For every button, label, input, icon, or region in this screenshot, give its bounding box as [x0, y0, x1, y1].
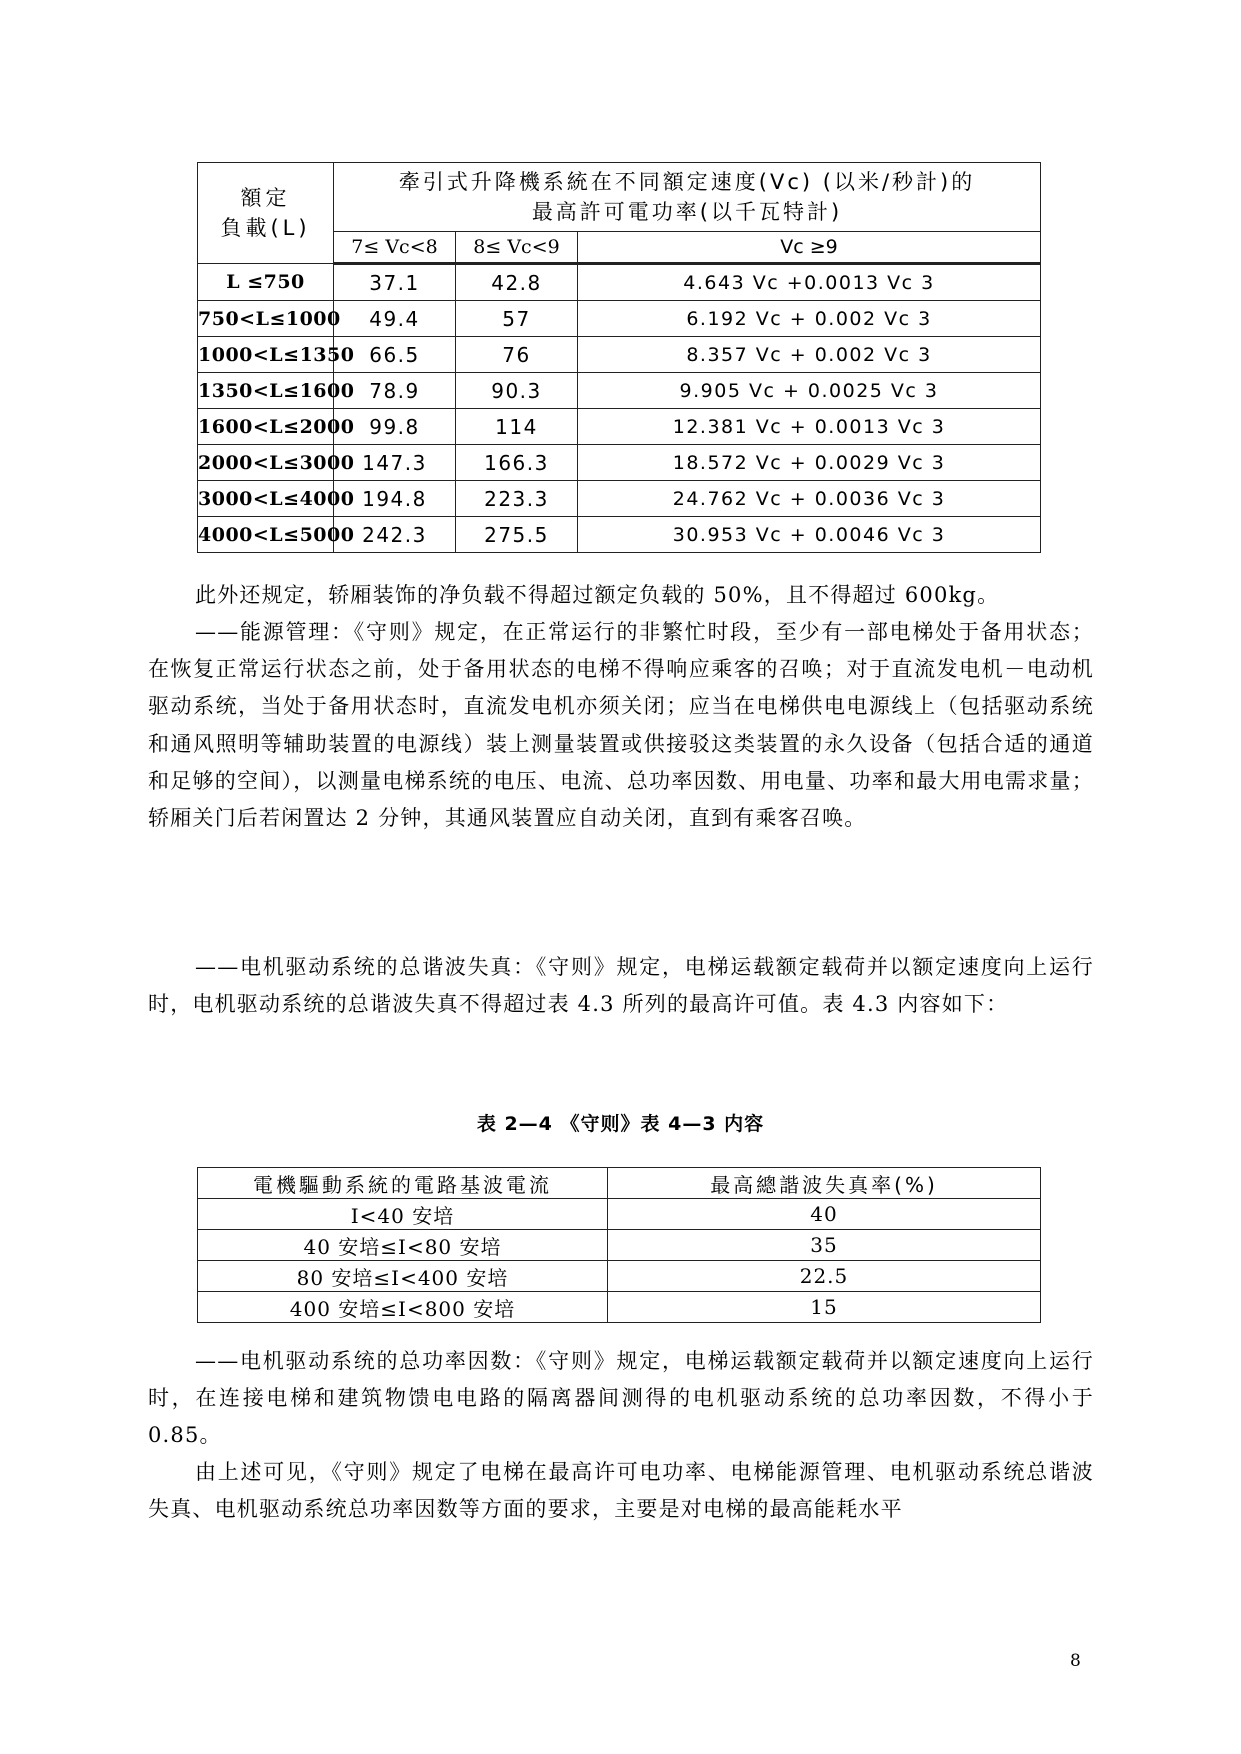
power-cell-7-8: 37.1	[334, 264, 456, 301]
power-formula-cell: 4.643 Vc +0.0013 Vc 3	[578, 264, 1041, 301]
power-cell-8-9: 42.8	[456, 264, 578, 301]
power-cell-7-8: 99.8	[334, 409, 456, 445]
distortion-cell: 22.5	[608, 1261, 1041, 1292]
current-header: 電機驅動系統的電路基波電流	[198, 1168, 608, 1199]
max-power-table	[197, 162, 1041, 553]
power-formula-cell: 8.357 Vc + 0.002 Vc 3	[578, 337, 1041, 373]
power-cell-7-8: 147.3	[334, 445, 456, 481]
power-cell-8-9: 76	[456, 337, 578, 373]
paragraph-power-factor: ——电机驱动系统的总功率因数：《守则》规定，电梯运载额定载荷并以额定速度向上运行时，在连接电梯和建筑物馈电电路的隔离器间测得的电机驱动系统的总功率因数，不得小于 0.85。	[148, 1349, 1094, 1448]
distortion-cell: 35	[608, 1230, 1041, 1261]
table-row	[198, 301, 1041, 337]
distortion-cell: 15	[608, 1292, 1041, 1323]
current-cell: I<40 安培	[198, 1199, 608, 1230]
power-cell-8-9: 57	[456, 301, 578, 337]
speed-header-2: 8≤ Vc<9	[456, 232, 578, 264]
table-row	[198, 373, 1041, 409]
power-cell-8-9: 223.3	[456, 481, 578, 517]
load-cell: 1600<L≤2000	[198, 409, 334, 445]
load-header	[198, 163, 334, 264]
power-formula-cell: 24.762 Vc + 0.0036 Vc 3	[578, 481, 1041, 517]
power-cell-8-9: 114	[456, 409, 578, 445]
current-cell: 40 安培≤I<80 安培	[198, 1230, 608, 1261]
power-cell-8-9: 166.3	[456, 445, 578, 481]
paragraph-harmonic-distortion: ——电机驱动系统的总谐波失真：《守则》规定，电梯运载额定载荷并以额定速度向上运行时，电机驱动系统的总谐波失真不得超过表 4.3 所列的最高许可值。表 4.3 内容如下：	[148, 955, 1094, 1017]
load-cell: 1000<L≤1350	[198, 337, 334, 373]
power-cell-8-9: 90.3	[456, 373, 578, 409]
power-formula-cell: 12.381 Vc + 0.0013 Vc 3	[578, 409, 1041, 445]
table-row	[198, 337, 1041, 373]
load-cell: L ≤750	[198, 264, 334, 301]
load-header-line2: 負載(L)	[220, 216, 311, 240]
table-row	[198, 445, 1041, 481]
power-cell-7-8: 194.8	[334, 481, 456, 517]
speed-header-1: 7≤ Vc<8	[334, 232, 456, 264]
power-formula-cell: 18.572 Vc + 0.0029 Vc 3	[578, 445, 1041, 481]
harmonic-distortion-table-body	[198, 1199, 1041, 1323]
power-formula-cell: 9.905 Vc + 0.0025 Vc 3	[578, 373, 1041, 409]
table-caption: 表 2—4 《守则》表 4—3 内容	[476, 1113, 765, 1135]
power-formula-cell: 30.953 Vc + 0.0046 Vc 3	[578, 517, 1041, 553]
table-row	[198, 517, 1041, 553]
power-cell-7-8: 78.9	[334, 373, 456, 409]
table-row	[198, 481, 1041, 517]
power-formula-cell: 6.192 Vc + 0.002 Vc 3	[578, 301, 1041, 337]
load-cell: 1350<L≤1600	[198, 373, 334, 409]
power-title-line1: 牽引式升降機系統在不同額定速度(Vc) (以米/秒計)的	[398, 170, 976, 194]
power-cell-8-9: 275.5	[456, 517, 578, 553]
distortion-cell: 40	[608, 1199, 1041, 1230]
load-cell: 3000<L≤4000	[198, 481, 334, 517]
table-row	[198, 264, 1041, 301]
table-row	[198, 1230, 1041, 1261]
table-row	[198, 1292, 1041, 1323]
power-cell-7-8: 242.3	[334, 517, 456, 553]
power-title-line2: 最高許可電功率(以千瓦特計)	[531, 200, 843, 224]
max-power-table-body	[198, 264, 1041, 553]
distortion-header: 最高總諧波失真率(%)	[608, 1168, 1041, 1199]
current-cell: 80 安培≤I<400 安培	[198, 1261, 608, 1292]
power-title-header	[334, 163, 1041, 232]
load-header-line1: 額定	[240, 186, 291, 210]
paragraph-car-decoration: 此外还规定，轿厢装饰的净负载不得超过额定负载的 50%，且不得超过 600kg。	[195, 583, 1000, 607]
load-cell: 4000<L≤5000	[198, 517, 334, 553]
harmonic-distortion-table	[197, 1167, 1041, 1323]
page-number: 8	[1070, 1651, 1081, 1671]
table-row	[198, 1199, 1041, 1230]
power-cell-7-8: 66.5	[334, 337, 456, 373]
power-cell-7-8: 49.4	[334, 301, 456, 337]
table-row	[198, 409, 1041, 445]
table-row	[198, 1261, 1041, 1292]
paragraph-energy-management: ——能源管理：《守则》规定，在正常运行的非繁忙时段，至少有一部电梯处于备用状态；在恢复正常运行状态之前，处于备用状态的电梯不得响应乘客的召唤；对于直流发电机－电动机驱动系统，当处于备用状态时，直流发电机亦须关闭；应当在电梯供电电源线上（包括驱动系统和通风照明等辅助装置的电源线）装上测量装置或供接驳这类装置的永久设备（包括合适的通道和足够的空间），以测量电梯系统的电压、电流、总功率因数、用电量、功率和最大用电需求量；轿厢关门后若闲置达 2 分钟，其通风装置应自动关闭，直到有乘客召唤。	[148, 620, 1094, 831]
paragraph-summary: 由上述可见，《守则》规定了电梯在最高许可电功率、电梯能源管理、电机驱动系统总谐波失真、电机驱动系统总功率因数等方面的要求，主要是对电梯的最高能耗水平	[148, 1460, 1094, 1522]
load-cell: 750<L≤1000	[198, 301, 334, 337]
speed-header-3: Vc ≥9	[578, 232, 1041, 264]
load-cell: 2000<L≤3000	[198, 445, 334, 481]
current-cell: 400 安培≤I<800 安培	[198, 1292, 608, 1323]
